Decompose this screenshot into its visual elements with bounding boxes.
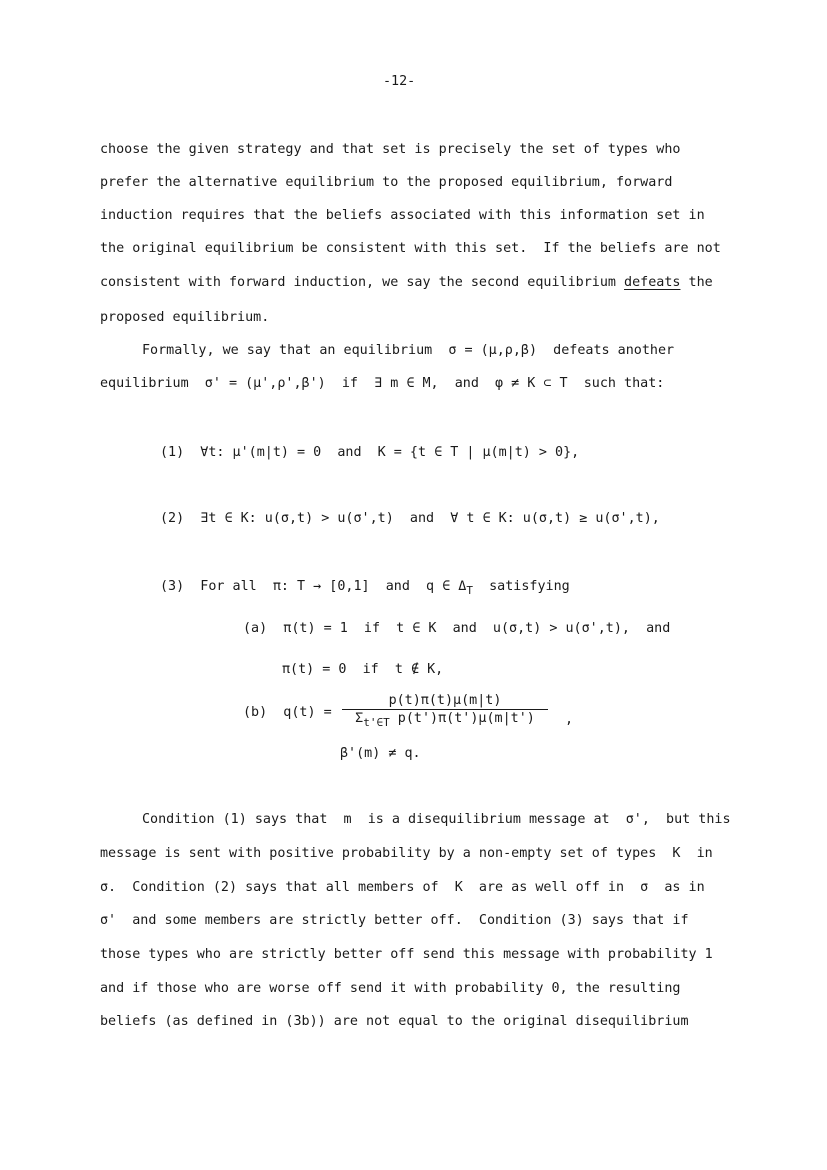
text-segment: the — [680, 275, 713, 290]
text-line: prefer the alternative equilibrium to the proposed equilibrium, forward — [100, 175, 673, 190]
text-line: σ' and some members are strictly better off. Condition (3) says that if — [100, 913, 689, 928]
fraction-numerator: p(t)π(t)μ(m|t) — [342, 693, 548, 710]
sum-subscript: t'∈T — [363, 716, 390, 729]
text-segment: (3) For all π: T → [0,1] and q ∈ Δ — [160, 579, 467, 594]
condition-3a: (a) π(t) = 1 if t ∈ K and u(σ,t) > u(σ',t), and — [243, 621, 671, 636]
text-line: equilibrium σ' = (μ',ρ',β') if ∃ m ∈ M, and φ ≠ K ⊂ T such that: — [100, 376, 665, 391]
text-line: and if those who are worse off send it with probability 0, the resulting — [100, 981, 681, 996]
condition-3a-cont: π(t) = 0 if t ∉ K, — [282, 662, 444, 677]
text-segment: p(t')π(t')μ(m|t') — [389, 711, 535, 726]
text-line: message is sent with positive probability by a non-empty set of types K in — [100, 846, 713, 861]
emphasis-defeats: defeats — [624, 275, 681, 290]
belief-fraction — [342, 693, 548, 729]
text-line: Condition (1) says that m is a disequilibrium message at σ', but this — [142, 812, 731, 827]
condition-2: (2) ∃t ∈ K: u(σ,t) > u(σ',t) and ∀ t ∈ K: u(σ,t) ≥ u(σ',t), — [160, 511, 660, 526]
text-segment: consistent with forward induction, we say the second equilibrium — [100, 275, 625, 290]
text-line — [100, 275, 713, 291]
text-line: beliefs (as defined in (3b)) are not equal to the original disequilibrium — [100, 1014, 689, 1029]
condition-3b-label: (b) q(t) = — [243, 705, 332, 720]
text-line: the original equilibrium be consistent with this set. If the beliefs are not — [100, 241, 721, 256]
condition-3c: β'(m) ≠ q. — [340, 746, 421, 761]
text-line: choose the given strategy and that set is precisely the set of types who — [100, 142, 681, 157]
sum-symbol: Σ — [355, 711, 364, 726]
text-line: Formally, we say that an equilibrium σ = (μ,ρ,β) defeats another — [142, 343, 675, 358]
page-number: -12- — [383, 74, 416, 89]
condition-3 — [160, 579, 570, 595]
text-segment: satisfying — [472, 579, 570, 594]
text-line: σ. Condition (2) says that all members of K are as well off in σ as in — [100, 880, 705, 895]
text-line: induction requires that the beliefs associated with this information set in — [100, 208, 705, 223]
subscript: T — [466, 584, 473, 597]
condition-1: (1) ∀t: μ'(m|t) = 0 and K = {t ∈ T | μ(m|t) > 0}, — [160, 445, 580, 460]
text-line: proposed equilibrium. — [100, 310, 270, 325]
fraction-denominator — [342, 710, 548, 729]
fraction-comma: , — [565, 712, 574, 727]
text-line: those types who are strictly better off send this message with probability 1 — [100, 947, 713, 962]
